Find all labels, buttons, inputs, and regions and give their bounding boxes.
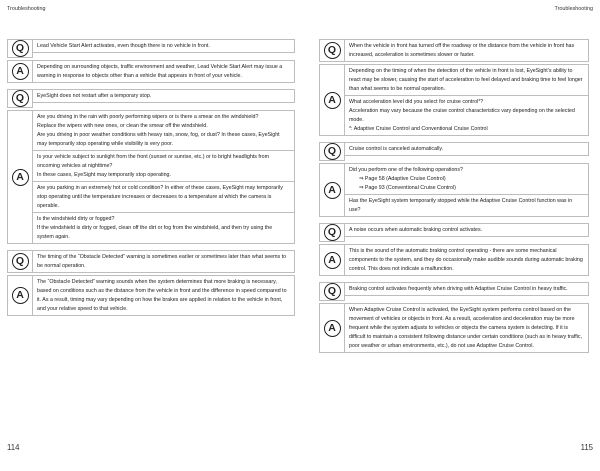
- question-icon-cell: [319, 282, 345, 301]
- question-row: [319, 282, 589, 301]
- question-icon-cell: [7, 39, 33, 58]
- answer-cell: [345, 244, 589, 276]
- answer-cell: [33, 182, 295, 213]
- question-icon-cell: [7, 250, 33, 273]
- answer-text: In these cases, EyeSight may temporarily stop operating.: [37, 171, 171, 178]
- question-icon: Q: [324, 42, 341, 59]
- question-row: [319, 223, 589, 242]
- answer-text: Acceleration may vary because the cruise control characteristics vary depending on the selected mode.: [349, 107, 575, 123]
- answer-cell: [33, 60, 295, 83]
- answer-text: This is the sound of the automatic braking control operating - there are some mechanical components to the system, and they do occasionally make audible sounds during automatic braking control. This does not indicate a malfunction.: [349, 247, 583, 272]
- qa-block: [319, 223, 589, 276]
- answer-icon: A: [324, 182, 341, 199]
- question-text: Lead Vehicle Start Alert activates, even though there is no vehicle in front.: [33, 39, 295, 53]
- question-icon-cell: [319, 142, 345, 161]
- answer-cell: [345, 96, 589, 136]
- answer-text: Are you driving in poor weather conditions with heavy rain, snow, fog, or dust? In these cases, EyeSight may temporarily stop operating while visibility is very poor.: [37, 131, 280, 147]
- answer-cell: [33, 151, 295, 182]
- right-page-column: [319, 39, 589, 359]
- answer-text: Did you perform one of the following operations?: [349, 166, 463, 173]
- qa-block: [7, 250, 295, 316]
- question-row: [7, 89, 295, 108]
- right-running-header: Troubleshooting: [554, 6, 593, 12]
- answer-cell: [33, 110, 295, 151]
- left-page-number: 114: [7, 443, 20, 452]
- answer-text: If the windshield is dirty or fogged, clean off the dirt or fog from the windshield, and then try using the system again.: [37, 224, 273, 240]
- answer-text: Has the EyeSight system temporarily stopped while the Adaptive Cruise Control function was in use?: [349, 197, 573, 213]
- answer-cell: [345, 163, 589, 195]
- answer-icon: A: [324, 320, 341, 337]
- answer-icon: A: [324, 252, 341, 269]
- qa-block: [319, 282, 589, 353]
- answer-icon-cell: [319, 244, 345, 276]
- answer-icon-cell: [7, 60, 33, 83]
- answer-text: The “Obstacle Detected” warning sounds when the system determines that more braking is necessary, based on conditions such as the distance from the vehicle in front and the difference in speed compared to it. As a result, timing may vary depending on how the brakes are applied in relation to the vehicle in front, and your relative speed to that vehicle.: [37, 278, 287, 312]
- question-row: [7, 39, 295, 58]
- answer-cell: [345, 64, 589, 96]
- answer-row: [319, 163, 589, 217]
- left-running-header: Troubleshooting: [7, 6, 46, 12]
- question-text: A noise occurs when automatic braking control activates.: [345, 223, 589, 237]
- question-row: [319, 142, 589, 161]
- page-reference[interactable]: ⇒ Page 58 (Adaptive Cruise Control): [359, 175, 446, 182]
- answer-icon: A: [12, 287, 29, 304]
- question-icon: Q: [324, 143, 341, 160]
- answer-row: [319, 303, 589, 353]
- question-text: The timing of the “Obstacle Detected” warning is sometimes earlier or sometimes later than what seems to be normal operation.: [33, 250, 295, 273]
- qa-block: [319, 142, 589, 217]
- answer-cell: [33, 275, 295, 316]
- answer-text: When Adaptive Cruise Control is activated, the EyeSight system performs control based on the movement of vehicles or objects in front. As a result, acceleration and deceleration may be more frequent while the system adjusts to vehicles or objects the camera system is detecting. If it is difficult to maintain a consistent following distance under certain conditions (such as in heavy traffic, poor weather or urban environments, etc.), do not use Adaptive Cruise Control.: [349, 306, 582, 349]
- answer-cell: [345, 195, 589, 217]
- page-reference[interactable]: ⇒ Page 93 (Conventional Cruise Control): [359, 184, 456, 191]
- answer-text: *: Adaptive Cruise Control and Conventional Cruise Control: [349, 125, 488, 132]
- left-page-column: [7, 39, 295, 322]
- answer-text: Are you driving in the rain with poorly performing wipers or is there a smear on the windshield?: [37, 113, 259, 120]
- qa-block: [7, 89, 295, 244]
- question-icon: Q: [12, 253, 29, 270]
- answer-text: Depending on the timing of when the detection of the vehicle in front is lost, EyeSight’s ability to react may be slower, causing the start of acceleration to feel delayed and braking time to feel longer than what seems to be normal operation.: [349, 67, 583, 92]
- answer-text: Replace the wipers with new ones, or clean the smear off the windshield.: [37, 122, 208, 129]
- question-text: Cruise control is canceled automatically.: [345, 142, 589, 156]
- answer-icon-cell: [7, 110, 33, 244]
- answer-cell: [33, 213, 295, 244]
- answer-row: [319, 64, 589, 136]
- answer-cell: [345, 303, 589, 353]
- answer-icon-cell: [7, 275, 33, 316]
- answer-row: [7, 60, 295, 83]
- question-text: EyeSight does not restart after a temporary stop.: [33, 89, 295, 103]
- answer-icon: A: [12, 169, 29, 186]
- answer-row: [7, 275, 295, 316]
- question-text: Braking control activates frequently when driving with Adaptive Cruise Control in heavy traffic.: [345, 282, 589, 296]
- answer-icon: A: [12, 63, 29, 80]
- answer-text: Is your vehicle subject to sunlight from the front (sunset or sunrise, etc.) or to bright headlights from oncoming vehicles at nighttime?: [37, 153, 269, 169]
- question-row: [7, 250, 295, 273]
- question-icon: Q: [12, 40, 29, 57]
- qa-block: [7, 39, 295, 83]
- question-icon-cell: [319, 223, 345, 242]
- answer-icon: A: [324, 92, 341, 109]
- answer-text: Is the windshield dirty or fogged?: [37, 215, 115, 222]
- answer-text: What acceleration level did you select for cruise control*?: [349, 98, 484, 105]
- question-text: When the vehicle in front has turned off the roadway or the distance from the vehicle in front has increased, acceleration is sometimes slower or faster.: [345, 39, 589, 62]
- right-page-number: 115: [580, 443, 593, 452]
- answer-text: Are you parking in an extremely hot or cold condition? In either of these cases, EyeSight may temporarily stop operating until the temperature increases or decreases to a temperature at which the camera is operable.: [37, 184, 283, 209]
- question-row: [319, 39, 589, 62]
- question-icon: Q: [12, 90, 29, 107]
- question-icon-cell: [7, 89, 33, 108]
- answer-icon-cell: [319, 303, 345, 353]
- answer-row: [319, 244, 589, 276]
- question-icon-cell: [319, 39, 345, 62]
- answer-icon-cell: [319, 64, 345, 136]
- answer-text: Depending on surrounding objects, traffic environment and weather, Lead Vehicle Start Alert may issue a warning in response to objects other than a vehicle that appears in front of your vehicle.: [37, 63, 283, 79]
- answer-row: [7, 110, 295, 244]
- question-icon: Q: [324, 283, 341, 300]
- answer-icon-cell: [319, 163, 345, 217]
- qa-block: [319, 39, 589, 136]
- question-icon: Q: [324, 224, 341, 241]
